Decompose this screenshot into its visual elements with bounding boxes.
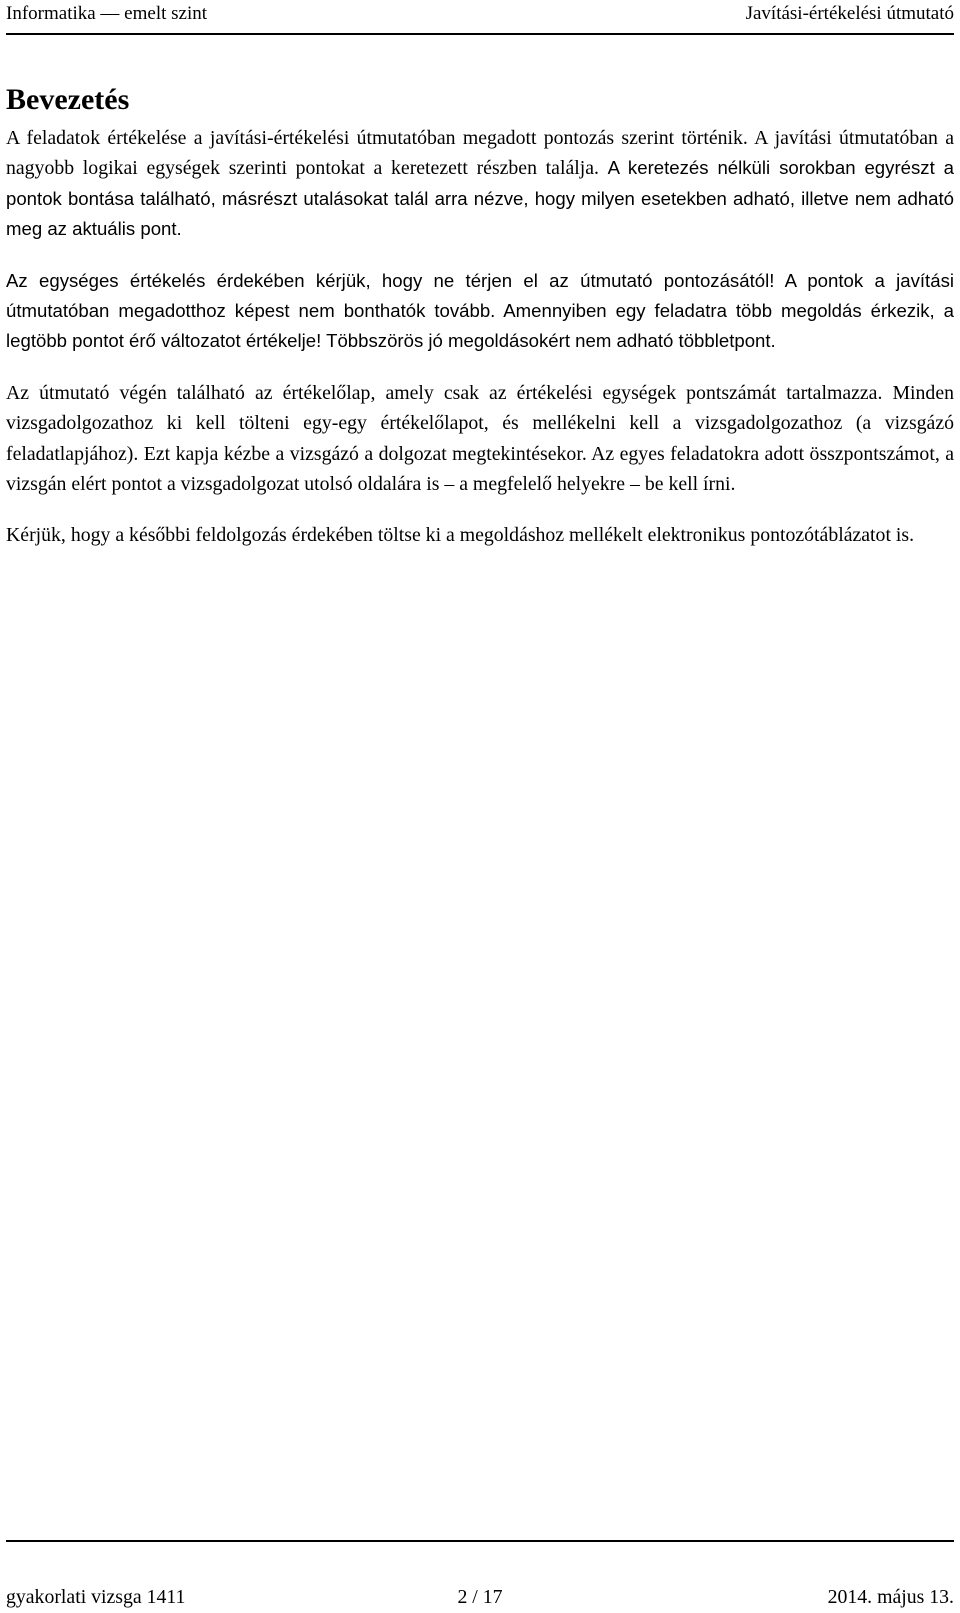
paragraph-3-text: Az útmutató végén található az értékelőlap, amely csak az értékelési egységek pontszámát tartalmazza. Minden vizsgadolgozathoz ki kell tölteni egy-egy értékelőlapot, és mellékelni kell a vizsgadolgozathoz (a vizsgázó feladatlapjához). Ezt kapja kézbe a vizsgázó a dolgozat megtekintésekor. Az egyes feladatokra adott összpontszámot, a vizsgán elért pontot a vizsgadolgozat utolsó oldalára is – a megfelelő helyekre – be kell írni. <box>6 381 954 496</box>
main-content <box>6 80 954 572</box>
footer-date: 2014. május 13. <box>827 1586 954 1608</box>
paragraph-1-part-1: A feladatok értékelése a javítási-értékelési útmutatóban megadott pontozás szerint történik. A javítási útmutatóban a nagyobb logikai egységek szerinti pontokat a keretezett részben találja. <box>6 127 954 180</box>
page-footer <box>6 1584 954 1610</box>
paragraph-2 <box>6 266 954 357</box>
paragraph-1 <box>6 123 954 245</box>
footer-divider <box>6 1540 954 1542</box>
paragraph-1-part-2: A keretezés nélküli sorokban egyrészt a pontok bontása található, másrészt utalásokat talál arra nézve, hogy milyen esetekben adható, illetve nem adható meg az aktuális pont. <box>6 157 954 240</box>
header-divider <box>6 33 954 35</box>
header-document-type: Javítási-értékelési útmutató <box>745 3 954 24</box>
paragraph-3 <box>6 378 954 500</box>
paragraph-4 <box>6 520 954 550</box>
footer-page-number: 2 / 17 <box>457 1586 503 1608</box>
paragraph-2-text: Az egységes értékelés érdekében kérjük, hogy ne térjen el az útmutató pontozásától! A pontok a javítási útmutatóban megadotthoz képest nem bonthatók tovább. Amennyiben egy feladatra több megoldás érkezik, a legtöbb pontot érő változatot értékelje! Többszörös jó megoldásokért nem adható többletpont. <box>6 269 954 352</box>
header-subject: Informatika — emelt szint <box>6 3 208 24</box>
paragraph-4-text: Kérjük, hogy a későbbi feldolgozás érdekében töltse ki a megoldáshoz mellékelt elektronikus pontozótáblázatot is. <box>6 524 915 547</box>
section-title: Bevezetés <box>6 83 130 116</box>
footer-exam-code: gyakorlati vizsga 1411 <box>6 1586 186 1608</box>
